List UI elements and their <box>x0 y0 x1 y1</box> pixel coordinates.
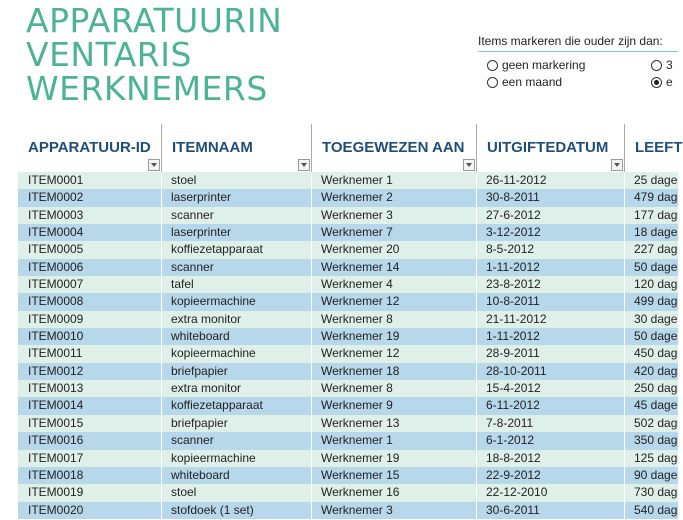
cell-datum[interactable]: 21-11-2012 <box>486 311 547 326</box>
cell-toegewezen[interactable]: Werknemer 15 <box>321 467 400 482</box>
cell-itemnaam[interactable]: whiteboard <box>171 467 230 482</box>
table-row[interactable] <box>18 397 678 414</box>
cell-itemnaam[interactable]: scanner <box>171 259 214 274</box>
cell-id[interactable]: ITEM0020 <box>28 502 84 517</box>
table-row[interactable] <box>18 328 678 345</box>
cell-itemnaam[interactable]: extra monitor <box>171 311 242 326</box>
cell-toegewezen[interactable]: Werknemer 1 <box>321 173 393 187</box>
table-row[interactable] <box>18 345 678 362</box>
row-divider <box>311 345 312 362</box>
title-line-1: APPARATUURIN <box>26 1 283 40</box>
row-divider <box>624 241 625 258</box>
row-divider <box>624 345 625 362</box>
row-divider <box>161 259 162 276</box>
cell-id[interactable]: ITEM0012 <box>28 363 84 378</box>
row-divider <box>161 450 162 467</box>
cell-datum[interactable]: 7-8-2011 <box>486 415 534 430</box>
radio-selected-icon[interactable] <box>651 77 662 88</box>
filter-dropdown-icon[interactable] <box>148 159 160 171</box>
row-divider <box>311 328 312 345</box>
row-divider <box>476 345 477 362</box>
table-row[interactable] <box>18 241 678 258</box>
row-divider <box>311 241 312 258</box>
cell-leeftijd[interactable]: 177 dag <box>634 207 678 222</box>
cell-toegewezen[interactable]: Werknemer 18 <box>321 363 400 378</box>
cell-id[interactable]: ITEM0017 <box>28 450 84 465</box>
row-divider <box>161 276 162 293</box>
table-row[interactable] <box>18 276 678 293</box>
row-divider <box>624 259 625 276</box>
cell-datum[interactable]: 22-9-2012 <box>486 467 541 482</box>
cell-id[interactable]: ITEM0016 <box>28 433 84 448</box>
row-divider <box>161 345 162 362</box>
cell-itemnaam[interactable]: scanner <box>171 433 214 448</box>
row-divider <box>161 397 162 414</box>
cell-datum[interactable]: 15-4-2012 <box>486 381 541 396</box>
cell-datum[interactable]: 26-11-2012 <box>486 173 547 187</box>
row-divider <box>161 328 162 345</box>
cell-id[interactable]: ITEM0003 <box>28 207 84 222</box>
option-een-maand[interactable] <box>487 75 562 89</box>
cell-datum[interactable]: 28-10-2011 <box>486 363 547 378</box>
row-divider <box>476 502 477 519</box>
cell-datum[interactable]: 3-12-2012 <box>486 225 541 240</box>
row-divider <box>311 363 312 380</box>
row-divider <box>476 311 477 328</box>
marker-divider <box>478 51 678 52</box>
cell-leeftijd[interactable]: 45 dage <box>634 398 678 413</box>
cell-leeftijd[interactable]: 730 dag <box>634 485 678 500</box>
cell-toegewezen[interactable]: Werknemer 1 <box>321 433 393 448</box>
cell-toegewezen[interactable]: Werknemer 13 <box>321 415 400 430</box>
cell-itemnaam[interactable]: scanner <box>171 207 214 222</box>
cell-datum[interactable]: 30-6-2011 <box>486 502 540 517</box>
row-divider <box>161 502 162 519</box>
header-leeftijd[interactable]: LEEFT <box>635 139 683 156</box>
cell-datum[interactable]: 23-8-2012 <box>486 277 541 292</box>
row-divider <box>161 293 162 310</box>
cell-toegewezen[interactable]: Werknemer 7 <box>321 225 393 240</box>
cell-id[interactable]: ITEM0001 <box>28 173 84 187</box>
row-divider <box>161 415 162 432</box>
table-row[interactable] <box>18 207 678 224</box>
cell-itemnaam[interactable]: stoel <box>171 485 197 500</box>
row-divider <box>624 363 625 380</box>
cell-id[interactable]: ITEM0018 <box>28 467 84 482</box>
cell-id[interactable]: ITEM0009 <box>28 311 84 326</box>
option-e[interactable] <box>651 75 673 89</box>
row-divider <box>476 484 477 501</box>
table-row[interactable] <box>18 380 678 397</box>
row-divider <box>161 380 162 397</box>
row-divider <box>311 259 312 276</box>
row-divider <box>624 224 625 241</box>
row-divider <box>476 363 477 380</box>
cell-datum[interactable]: 1-11-2012 <box>486 329 540 344</box>
cell-itemnaam[interactable]: laserprinter <box>171 190 232 205</box>
cell-leeftijd[interactable]: 18 dage <box>634 225 678 240</box>
row-divider <box>476 224 477 241</box>
table-row[interactable] <box>18 415 678 432</box>
row-divider <box>311 172 312 189</box>
cell-datum[interactable]: 1-11-2012 <box>486 259 540 274</box>
cell-leeftijd[interactable]: 30 dage <box>634 311 678 326</box>
row-divider <box>476 241 477 258</box>
row-divider <box>161 224 162 241</box>
row-divider <box>161 311 162 328</box>
table-row[interactable] <box>18 172 678 189</box>
row-divider <box>624 293 625 310</box>
row-divider <box>311 207 312 224</box>
cell-toegewezen[interactable]: Werknemer 8 <box>321 381 393 396</box>
cell-id[interactable]: ITEM0002 <box>28 190 84 205</box>
row-divider <box>161 363 162 380</box>
cell-toegewezen[interactable]: Werknemer 19 <box>321 450 400 465</box>
option-3[interactable] <box>651 58 673 72</box>
cell-datum[interactable]: 30-8-2011 <box>486 190 540 205</box>
row-divider <box>311 224 312 241</box>
title-line-2: VENTARIS <box>26 35 192 74</box>
row-divider <box>476 467 477 484</box>
row-divider <box>476 207 477 224</box>
row-divider <box>311 467 312 484</box>
row-divider <box>624 397 625 414</box>
table-row[interactable] <box>18 450 678 467</box>
row-divider <box>311 502 312 519</box>
option-label: e <box>666 75 673 89</box>
option-label: een maand <box>502 75 563 89</box>
filter-dropdown-icon[interactable] <box>611 159 623 171</box>
cell-toegewezen[interactable]: Werknemer 2 <box>321 190 393 205</box>
row-divider <box>476 189 477 206</box>
cell-toegewezen[interactable]: Werknemer 8 <box>321 311 393 326</box>
cell-itemnaam[interactable]: briefpapier <box>171 363 228 378</box>
title-line-3: WERKNEMERS <box>26 69 268 108</box>
cell-toegewezen[interactable]: Werknemer 14 <box>321 259 400 274</box>
cell-itemnaam[interactable]: stoel <box>171 173 197 187</box>
row-divider <box>624 207 625 224</box>
cell-leeftijd[interactable]: 499 dag <box>634 294 678 309</box>
cell-id[interactable]: ITEM0019 <box>28 485 84 500</box>
cell-itemnaam[interactable]: kopieermachine <box>171 294 256 309</box>
row-divider <box>624 189 625 206</box>
cell-id[interactable]: ITEM0010 <box>28 329 84 344</box>
cell-itemnaam[interactable]: briefpapier <box>171 415 228 430</box>
cell-toegewezen[interactable]: Werknemer 16 <box>321 485 400 500</box>
table-row[interactable] <box>18 432 678 449</box>
table-row[interactable] <box>18 502 678 519</box>
cell-toegewezen[interactable]: Werknemer 12 <box>321 294 400 309</box>
cell-leeftijd[interactable]: 125 dag <box>634 450 678 465</box>
row-divider <box>476 432 477 449</box>
cell-leeftijd[interactable]: 227 dag <box>634 242 678 257</box>
row-divider <box>311 432 312 449</box>
row-divider <box>624 380 625 397</box>
cell-datum[interactable]: 18-8-2012 <box>486 450 541 465</box>
cell-datum[interactable]: 6-1-2012 <box>486 433 535 448</box>
radio-icon[interactable] <box>651 60 662 71</box>
cell-datum[interactable]: 6-11-2012 <box>486 398 540 413</box>
row-divider <box>476 293 477 310</box>
filter-dropdown-icon[interactable] <box>298 159 310 171</box>
table-body <box>18 172 678 519</box>
cell-toegewezen[interactable]: Werknemer 12 <box>321 346 400 361</box>
cell-toegewezen[interactable]: Werknemer 3 <box>321 502 393 517</box>
row-divider <box>476 276 477 293</box>
cell-toegewezen[interactable]: Werknemer 3 <box>321 207 393 222</box>
row-divider <box>161 241 162 258</box>
cell-itemnaam[interactable]: tafel <box>171 277 194 292</box>
cell-leeftijd[interactable]: 25 dage <box>634 173 678 187</box>
cell-itemnaam[interactable]: kopieermachine <box>171 346 256 361</box>
cell-datum[interactable]: 22-12-2010 <box>486 485 548 500</box>
table-row[interactable] <box>18 224 678 241</box>
row-divider <box>476 172 477 189</box>
cell-leeftijd[interactable]: 540 dag <box>634 502 678 517</box>
row-divider <box>161 172 162 189</box>
cell-id[interactable]: ITEM0008 <box>28 294 84 309</box>
option-label: 3 <box>666 58 673 72</box>
row-divider <box>311 484 312 501</box>
cell-id[interactable]: ITEM0014 <box>28 398 84 413</box>
cell-toegewezen[interactable]: Werknemer 4 <box>321 277 393 292</box>
row-divider <box>311 189 312 206</box>
row-divider <box>161 207 162 224</box>
cell-id[interactable]: ITEM0005 <box>28 242 84 257</box>
row-divider <box>311 450 312 467</box>
cell-itemnaam[interactable]: koffiezetapparaat <box>171 398 263 413</box>
header-uitgiftedatum[interactable]: UITGIFTEDATUM <box>477 124 625 172</box>
inventory-table <box>18 124 683 519</box>
row-divider <box>311 397 312 414</box>
marker-panel <box>478 34 678 94</box>
filter-dropdown-icon[interactable] <box>463 159 475 171</box>
marker-label: Items markeren die ouder zijn dan: <box>478 34 663 48</box>
cell-itemnaam[interactable]: kopieermachine <box>171 450 256 465</box>
cell-toegewezen[interactable]: Werknemer 9 <box>321 398 393 413</box>
cell-itemnaam[interactable]: stofdoek (1 set) <box>171 502 254 517</box>
cell-id[interactable]: ITEM0015 <box>28 415 84 430</box>
cell-itemnaam[interactable]: laserprinter <box>171 225 232 240</box>
cell-leeftijd[interactable]: 90 dage <box>634 467 678 482</box>
table-row[interactable] <box>18 293 678 310</box>
page-title <box>26 1 286 108</box>
cell-datum[interactable]: 28-9-2011 <box>486 346 540 361</box>
row-divider <box>476 397 477 414</box>
cell-id[interactable]: ITEM0007 <box>28 277 84 292</box>
cell-id[interactable]: ITEM0011 <box>28 346 83 361</box>
cell-leeftijd[interactable]: 250 dag <box>634 381 678 396</box>
cell-id[interactable]: ITEM0004 <box>28 225 84 240</box>
cell-toegewezen[interactable]: Werknemer 19 <box>321 329 400 344</box>
table-row[interactable] <box>18 467 678 484</box>
option-label: geen markering <box>502 58 586 72</box>
row-divider <box>476 415 477 432</box>
cell-leeftijd[interactable]: 120 dag <box>634 277 678 292</box>
cell-itemnaam[interactable]: whiteboard <box>171 329 230 344</box>
row-divider <box>161 189 162 206</box>
cell-leeftijd[interactable]: 50 dage <box>634 259 678 274</box>
row-divider <box>624 172 625 189</box>
row-divider <box>161 432 162 449</box>
cell-id[interactable]: ITEM0006 <box>28 259 84 274</box>
row-divider <box>624 484 625 501</box>
row-divider <box>311 380 312 397</box>
cell-leeftijd[interactable]: 479 dag <box>634 190 678 205</box>
table-row[interactable] <box>18 259 678 276</box>
header-apparatuur-id[interactable]: APPARATUUR-ID <box>18 124 162 172</box>
radio-icon[interactable] <box>487 77 498 88</box>
row-divider <box>476 450 477 467</box>
cell-itemnaam[interactable]: extra monitor <box>171 381 242 396</box>
row-divider <box>476 328 477 345</box>
row-divider <box>476 259 477 276</box>
table-row[interactable] <box>18 363 678 380</box>
cell-leeftijd[interactable]: 502 dag <box>634 415 678 430</box>
row-divider <box>624 415 625 432</box>
radio-icon[interactable] <box>487 60 498 71</box>
table-row[interactable] <box>18 189 678 206</box>
row-divider <box>311 311 312 328</box>
header-toegewezen-aan[interactable]: TOEGEWEZEN AAN <box>312 124 477 172</box>
row-divider <box>161 484 162 501</box>
cell-toegewezen[interactable]: Werknemer 20 <box>321 242 400 257</box>
option-geen-markering[interactable] <box>487 58 585 72</box>
row-divider <box>311 415 312 432</box>
cell-leeftijd[interactable]: 350 dag <box>634 433 678 448</box>
cell-itemnaam[interactable]: koffiezetapparaat <box>171 242 263 257</box>
row-divider <box>161 467 162 484</box>
row-divider <box>311 293 312 310</box>
table-header <box>18 124 683 172</box>
cell-leeftijd[interactable]: 50 dage <box>634 329 678 344</box>
row-divider <box>624 276 625 293</box>
row-divider <box>624 311 625 328</box>
row-divider <box>311 276 312 293</box>
cell-datum[interactable]: 27-6-2012 <box>486 207 541 222</box>
row-divider <box>624 328 625 345</box>
cell-id[interactable]: ITEM0013 <box>28 381 84 396</box>
row-divider <box>476 380 477 397</box>
table-row[interactable] <box>18 311 678 328</box>
row-divider <box>624 450 625 467</box>
cell-leeftijd[interactable]: 420 dag <box>634 363 678 378</box>
cell-datum[interactable]: 8-5-2012 <box>486 242 535 257</box>
cell-leeftijd[interactable]: 450 dag <box>634 346 678 361</box>
row-divider <box>624 432 625 449</box>
row-divider <box>624 467 625 484</box>
table-row[interactable] <box>18 484 678 501</box>
row-divider <box>624 502 625 519</box>
header-itemnaam[interactable]: ITEMNAAM <box>162 124 312 172</box>
cell-datum[interactable]: 10-8-2011 <box>486 294 540 309</box>
